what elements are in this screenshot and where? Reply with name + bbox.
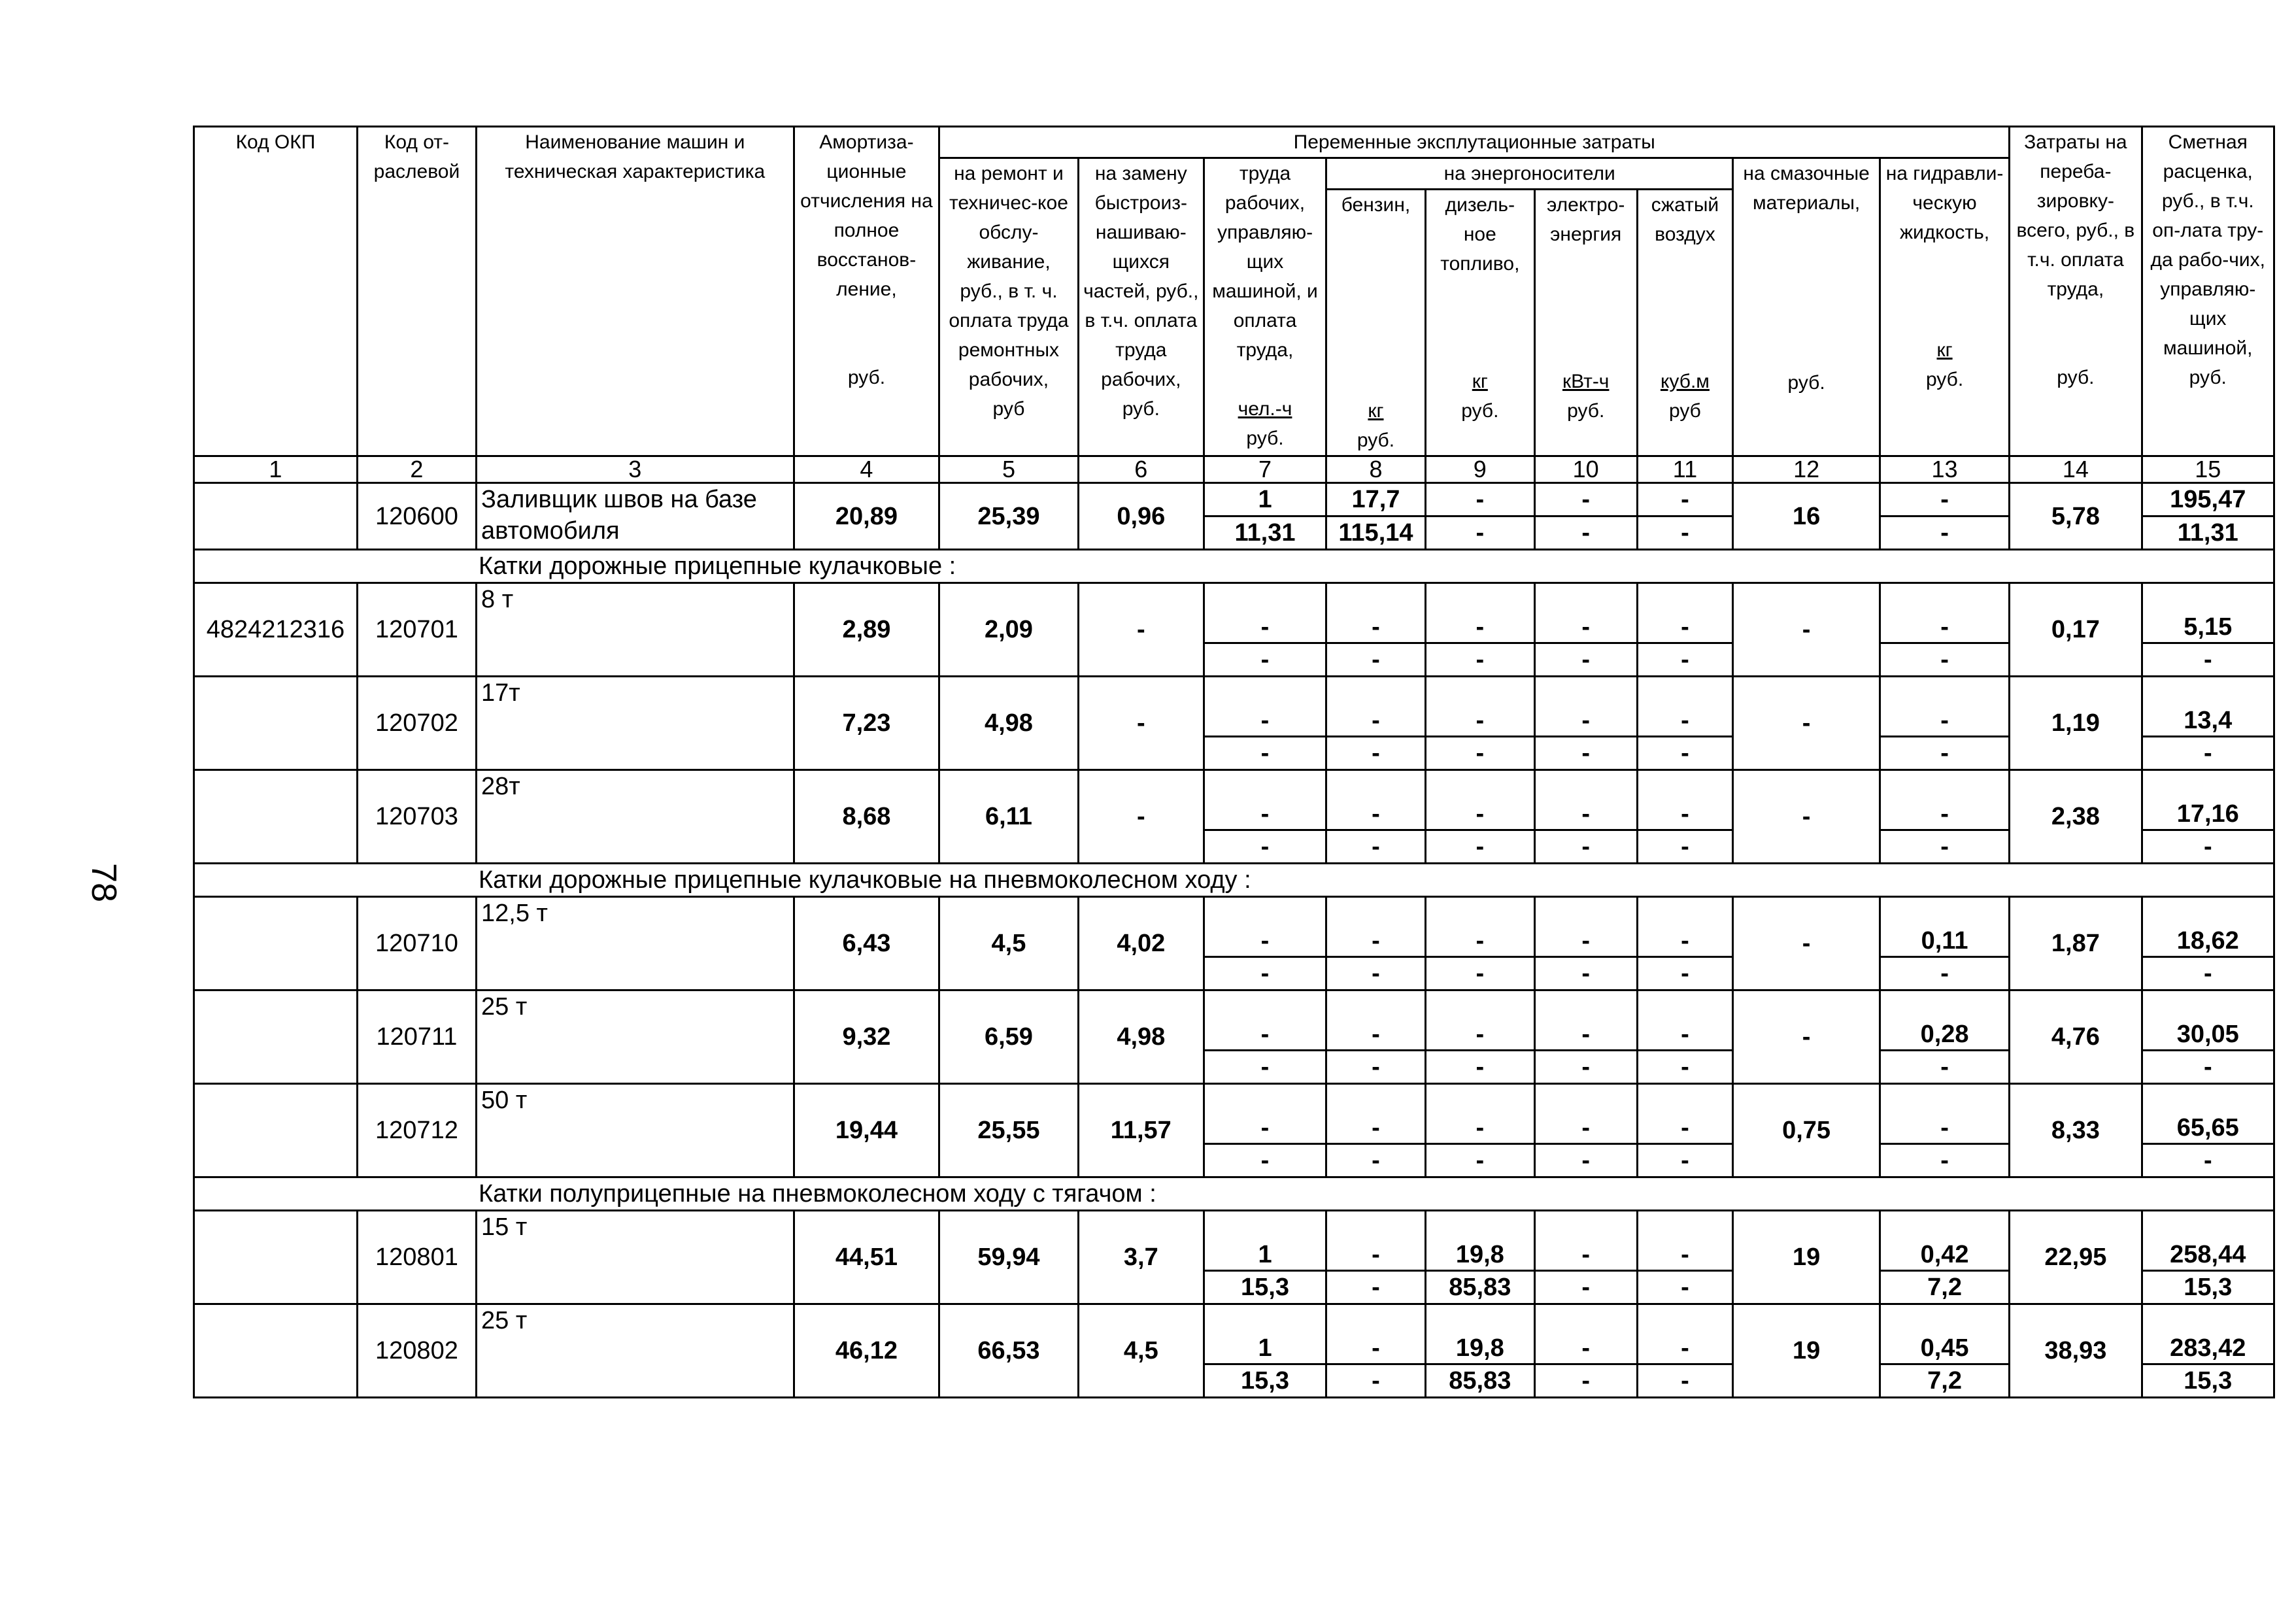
c13-top: - [1880, 483, 2009, 516]
header-energy: на энергоносители [1326, 158, 1733, 190]
c8-top: - [1326, 770, 1426, 830]
c13-bottom: - [1880, 643, 2009, 677]
c9-bottom: - [1425, 1144, 1534, 1177]
table-row-top [194, 677, 2274, 737]
c10-top: - [1534, 1304, 1637, 1364]
c11-top: - [1637, 990, 1733, 1051]
header-depreciation [794, 127, 939, 456]
c9-bottom: 85,83 [1425, 1364, 1534, 1398]
name-line-1: Заливщик швов на базе [481, 486, 757, 513]
c12-cell: 19 [1733, 1211, 1880, 1304]
header-lubricants-text: на смазочные материалы, [1743, 163, 1870, 214]
okp-cell [194, 483, 358, 550]
column-number-14: 14 [2010, 456, 2142, 483]
c6-cell: 0,96 [1078, 483, 1204, 550]
c13-top: 0,28 [1880, 990, 2009, 1051]
table-row-top [194, 897, 2274, 957]
branch-code-cell: 120702 [357, 677, 476, 770]
okp-cell [194, 677, 358, 770]
c11-bottom: - [1637, 1051, 1733, 1084]
column-number-6: 6 [1078, 456, 1204, 483]
c12-cell: - [1733, 770, 1880, 864]
c8-bottom: - [1326, 1144, 1426, 1177]
c5-cell: 2,09 [939, 583, 1078, 677]
machine-name-cell: 15 т [477, 1211, 794, 1304]
header-branch-code: Код от-раслевой [357, 127, 476, 456]
table-row-top [194, 583, 2274, 643]
machine-name-cell: 12,5 т [477, 897, 794, 990]
c15-bottom: - [2142, 1051, 2274, 1084]
c5-cell: 4,98 [939, 677, 1078, 770]
c4-cell: 20,89 [794, 483, 939, 550]
table-row-top [194, 1211, 2274, 1271]
table-row-top [194, 1304, 2274, 1364]
column-number-3: 3 [477, 456, 794, 483]
header-labor-unit-top: чел.-ч [1238, 398, 1292, 420]
c14-cell: 38,93 [2010, 1304, 2142, 1398]
table-row-top [194, 1084, 2274, 1144]
c11-bottom: - [1637, 643, 1733, 677]
header-okp-code: Код ОКП [194, 127, 358, 456]
c10-top: - [1534, 677, 1637, 737]
c9-top: - [1425, 677, 1534, 737]
column-number-13: 13 [1880, 456, 2009, 483]
c10-bottom: - [1534, 1364, 1637, 1398]
header-depreciation-text: Амортиза-ционные отчисления на полное восстанов-ление, [800, 131, 933, 300]
okp-cell [194, 1304, 358, 1398]
branch-code-cell: 120710 [357, 897, 476, 990]
c11-top: - [1637, 1211, 1733, 1271]
c14-cell: 2,38 [2010, 770, 2142, 864]
okp-cell: 4824212316 [194, 583, 358, 677]
c10-top: - [1534, 583, 1637, 643]
c9-top: 19,8 [1425, 1211, 1534, 1271]
section-row [194, 1177, 2274, 1211]
c11-bottom: - [1637, 737, 1733, 770]
c11-bottom: - [1637, 516, 1733, 550]
c10-bottom: - [1534, 737, 1637, 770]
c12-cell: 19 [1733, 1304, 1880, 1398]
c6-cell: - [1078, 770, 1204, 864]
header-hydraulic [1880, 158, 2009, 456]
header-lubricants [1733, 158, 1880, 456]
c13-bottom: - [1880, 1051, 2009, 1084]
c7-top: 1 [1204, 483, 1326, 516]
header-lubricants-unit: руб. [1787, 372, 1825, 394]
c15-bottom: - [2142, 1144, 2274, 1177]
c12-cell: - [1733, 990, 1880, 1084]
c15-bottom: 11,31 [2142, 516, 2274, 550]
c8-top: - [1326, 990, 1426, 1051]
c4-cell: 6,43 [794, 897, 939, 990]
c10-top: - [1534, 1211, 1637, 1271]
c15-top: 18,62 [2142, 897, 2274, 957]
c7-top: 1 [1204, 1211, 1326, 1271]
c13-bottom: - [1880, 957, 2009, 990]
column-number-2: 2 [357, 456, 476, 483]
c8-top: 17,7 [1326, 483, 1426, 516]
machine-name-cell: 50 т [477, 1084, 794, 1177]
column-number-15: 15 [2142, 456, 2274, 483]
c9-top: - [1425, 990, 1534, 1051]
c9-bottom: - [1425, 957, 1534, 990]
c8-top: - [1326, 677, 1426, 737]
c13-top: - [1880, 1084, 2009, 1144]
c7-top: - [1204, 897, 1326, 957]
c15-bottom: - [2142, 643, 2274, 677]
c11-top: - [1637, 677, 1733, 737]
c11-bottom: - [1637, 1271, 1733, 1304]
c15-top: 195,47 [2142, 483, 2274, 516]
c15-bottom: 15,3 [2142, 1364, 2274, 1398]
c14-cell: 1,19 [2010, 677, 2142, 770]
c9-bottom: - [1425, 830, 1534, 864]
c5-cell: 59,94 [939, 1211, 1078, 1304]
c4-cell: 7,23 [794, 677, 939, 770]
header-petrol [1326, 190, 1426, 456]
machine-cost-table [193, 126, 2275, 1398]
column-number-5: 5 [939, 456, 1078, 483]
c9-top: - [1425, 897, 1534, 957]
c15-bottom: - [2142, 737, 2274, 770]
header-electricity [1534, 190, 1637, 456]
header-labor-unit: руб. [1246, 428, 1284, 449]
header-hydraulic-text: на гидравли-ческую жидкость, [1885, 163, 2004, 243]
c7-bottom: - [1204, 957, 1326, 990]
header-parts [1078, 158, 1204, 456]
column-number-12: 12 [1733, 456, 1880, 483]
c15-top: 283,42 [2142, 1304, 2274, 1364]
okp-cell [194, 1084, 358, 1177]
c9-top: - [1425, 483, 1534, 516]
c15-top: 5,15 [2142, 583, 2274, 643]
c11-top: - [1637, 583, 1733, 643]
header-petrol-unit: руб. [1357, 430, 1395, 451]
header-electricity-unit: руб. [1567, 400, 1605, 422]
c8-bottom: - [1326, 957, 1426, 990]
branch-code-cell: 120701 [357, 583, 476, 677]
c9-bottom: - [1425, 643, 1534, 677]
c7-top: - [1204, 770, 1326, 830]
c8-top: - [1326, 1084, 1426, 1144]
c4-cell: 8,68 [794, 770, 939, 864]
table-row-top [194, 770, 2274, 830]
column-number-8: 8 [1326, 456, 1426, 483]
c12-cell: 0,75 [1733, 1084, 1880, 1177]
okp-cell [194, 897, 358, 990]
branch-code-cell: 120802 [357, 1304, 476, 1398]
table-row-top [194, 990, 2274, 1051]
c15-top: 65,65 [2142, 1084, 2274, 1144]
c5-cell: 6,11 [939, 770, 1078, 864]
c6-cell: 4,98 [1078, 990, 1204, 1084]
okp-cell [194, 770, 358, 864]
column-number-10: 10 [1534, 456, 1637, 483]
c12-cell: 16 [1733, 483, 1880, 550]
c15-top: 17,16 [2142, 770, 2274, 830]
c13-top: 0,45 [1880, 1304, 2009, 1364]
c7-bottom: 15,3 [1204, 1271, 1326, 1304]
c8-bottom: - [1326, 643, 1426, 677]
c11-bottom: - [1637, 957, 1733, 990]
c14-cell: 1,87 [2010, 897, 2142, 990]
c6-cell: 11,57 [1078, 1084, 1204, 1177]
c8-top: - [1326, 897, 1426, 957]
branch-code-cell: 120600 [357, 483, 476, 550]
column-number-11: 11 [1637, 456, 1733, 483]
header-compressed-air [1637, 190, 1733, 456]
c6-cell: 4,02 [1078, 897, 1204, 990]
c15-top: 13,4 [2142, 677, 2274, 737]
c7-bottom: - [1204, 830, 1326, 864]
c7-bottom: - [1204, 1051, 1326, 1084]
c15-top: 30,05 [2142, 990, 2274, 1051]
c13-bottom: - [1880, 1144, 2009, 1177]
column-number-9: 9 [1425, 456, 1534, 483]
column-number-1: 1 [194, 456, 358, 483]
c10-top: - [1534, 990, 1637, 1051]
c12-cell: - [1733, 897, 1880, 990]
c9-bottom: - [1425, 1051, 1534, 1084]
c7-bottom: - [1204, 1144, 1326, 1177]
c13-bottom: - [1880, 830, 2009, 864]
header-machine-name: Наименование машин и техническая характеристика [477, 127, 794, 456]
c8-bottom: - [1326, 1051, 1426, 1084]
header-relocation-text: Затраты на переба-зировку-всего, руб., в т.ч. оплата труда, [2016, 131, 2135, 300]
column-number-row [194, 456, 2274, 483]
section-title: Катки дорожные прицепные кулачковые на пневмоколесном ходу : [194, 864, 2274, 897]
okp-cell [194, 990, 358, 1084]
c10-bottom: - [1534, 643, 1637, 677]
c6-cell: - [1078, 677, 1204, 770]
c10-bottom: - [1534, 1144, 1637, 1177]
c6-cell: - [1078, 583, 1204, 677]
c6-cell: 4,5 [1078, 1304, 1204, 1398]
branch-code-cell: 120703 [357, 770, 476, 864]
header-petrol-text: бензин, [1341, 194, 1411, 216]
c15-bottom: - [2142, 957, 2274, 990]
c14-cell: 8,33 [2010, 1084, 2142, 1177]
c13-top: 0,11 [1880, 897, 2009, 957]
header-diesel-unit-top: кг [1472, 371, 1488, 392]
c10-top: - [1534, 897, 1637, 957]
header-parts-unit: руб. [1122, 398, 1160, 420]
c7-top: - [1204, 677, 1326, 737]
branch-code-cell: 120711 [357, 990, 476, 1084]
c13-bottom: 7,2 [1880, 1364, 2009, 1398]
c8-top: - [1326, 1304, 1426, 1364]
header-repair-unit: руб [992, 398, 1025, 420]
header-petrol-unit-top: кг [1368, 400, 1384, 422]
header-repair [939, 158, 1078, 456]
c10-bottom: - [1534, 830, 1637, 864]
machine-name-cell: 25 т [477, 990, 794, 1084]
c9-top: 19,8 [1425, 1304, 1534, 1364]
c9-bottom: 85,83 [1425, 1271, 1534, 1304]
header-relocation-unit: руб. [2057, 367, 2095, 388]
header-labor [1204, 158, 1326, 456]
c4-cell: 19,44 [794, 1084, 939, 1177]
machine-name-cell: 17т [477, 677, 794, 770]
c10-top: - [1534, 770, 1637, 830]
header-depreciation-unit: руб. [847, 367, 886, 388]
c13-top: - [1880, 770, 2009, 830]
c8-bottom: - [1326, 737, 1426, 770]
section-row [194, 550, 2274, 583]
section-title: Катки дорожные прицепные кулачковые : [194, 550, 2274, 583]
header-estimate-text: Сметная расценка, руб., в т.ч. оп-лата тру-да рабо-чих, управляю-щих машиной, [2150, 131, 2266, 359]
c10-bottom: - [1534, 516, 1637, 550]
header-estimate-unit: руб. [2189, 367, 2227, 388]
c11-top: - [1637, 897, 1733, 957]
c12-cell: - [1733, 677, 1880, 770]
c7-top: - [1204, 583, 1326, 643]
column-number-4: 4 [794, 456, 939, 483]
okp-cell [194, 1211, 358, 1304]
c14-cell: 0,17 [2010, 583, 2142, 677]
c15-bottom: 15,3 [2142, 1271, 2274, 1304]
machine-name-cell: 28т [477, 770, 794, 864]
header-diesel [1425, 190, 1534, 456]
c14-cell: 5,78 [2010, 483, 2142, 550]
header-air-text: сжатый воздух [1651, 194, 1719, 245]
c14-cell: 4,76 [2010, 990, 2142, 1084]
header-variable-costs: Переменные эксплутационные затраты [939, 127, 2010, 158]
c9-bottom: - [1425, 737, 1534, 770]
c4-cell: 44,51 [794, 1211, 939, 1304]
machine-name-cell: 8 т [477, 583, 794, 677]
c8-bottom: - [1326, 830, 1426, 864]
c13-top: 0,42 [1880, 1211, 2009, 1271]
c9-top: - [1425, 1084, 1534, 1144]
c6-cell: 3,7 [1078, 1211, 1204, 1304]
header-labor-text: труда рабочих, управляю-щих машиной, и оплата труда, [1212, 163, 1318, 361]
page-number: 78 [84, 863, 124, 903]
c8-bottom: - [1326, 1364, 1426, 1398]
c7-top: - [1204, 990, 1326, 1051]
c13-top: - [1880, 583, 2009, 643]
c5-cell: 25,39 [939, 483, 1078, 550]
c10-bottom: - [1534, 1051, 1637, 1084]
c11-bottom: - [1637, 1364, 1733, 1398]
header-hydraulic-unit-top: кг [1936, 339, 1953, 361]
c9-top: - [1425, 770, 1534, 830]
c9-top: - [1425, 583, 1534, 643]
c15-top: 258,44 [2142, 1211, 2274, 1271]
header-air-unit: руб [1669, 400, 1701, 422]
c7-bottom: - [1204, 737, 1326, 770]
c8-top: - [1326, 1211, 1426, 1271]
machine-name-cell [477, 483, 794, 550]
section-title: Катки полуприцепные на пневмоколесном ходу с тягачом : [194, 1177, 2274, 1211]
c15-bottom: - [2142, 830, 2274, 864]
c10-top: - [1534, 1084, 1637, 1144]
section-row [194, 864, 2274, 897]
c7-bottom: - [1204, 643, 1326, 677]
column-number-7: 7 [1204, 456, 1326, 483]
header-air-unit-top: куб.м [1660, 371, 1710, 392]
header-hydraulic-unit: руб. [1925, 369, 1964, 390]
branch-code-cell: 120712 [357, 1084, 476, 1177]
c10-bottom: - [1534, 1271, 1637, 1304]
c7-bottom: 11,31 [1204, 516, 1326, 550]
header-diesel-text: дизель-ное топливо, [1440, 194, 1520, 275]
header-electricity-text: электро-энергия [1546, 194, 1625, 245]
c10-bottom: - [1534, 957, 1637, 990]
c11-top: - [1637, 1304, 1733, 1364]
c8-bottom: - [1326, 1271, 1426, 1304]
c8-bottom: 115,14 [1326, 516, 1426, 550]
machine-name-cell: 25 т [477, 1304, 794, 1398]
c11-top: - [1637, 1084, 1733, 1144]
header-repair-text: на ремонт и техничес-кое обслу-живание, руб., в т. ч. оплата труда ремонтных рабочих, [949, 163, 1069, 390]
header-electricity-unit-top: кВт-ч [1562, 371, 1610, 392]
c5-cell: 6,59 [939, 990, 1078, 1084]
branch-code-cell: 120801 [357, 1211, 476, 1304]
header-relocation [2010, 127, 2142, 456]
c7-top: - [1204, 1084, 1326, 1144]
c11-top: - [1637, 483, 1733, 516]
header-parts-text: на замену быстроиз-нашиваю-щихся частей, руб., в т.ч. оплата труда рабочих, [1083, 163, 1199, 390]
c7-bottom: 15,3 [1204, 1364, 1326, 1398]
c7-top: 1 [1204, 1304, 1326, 1364]
c8-top: - [1326, 583, 1426, 643]
header-estimate-price [2142, 127, 2274, 456]
name-line-2: автомобиля [481, 517, 620, 545]
c11-bottom: - [1637, 830, 1733, 864]
c14-cell: 22,95 [2010, 1211, 2142, 1304]
c9-bottom: - [1425, 516, 1534, 550]
header-row-1 [194, 127, 2274, 158]
c13-top: - [1880, 677, 2009, 737]
header-diesel-unit: руб. [1461, 400, 1499, 422]
c11-top: - [1637, 770, 1733, 830]
c5-cell: 25,55 [939, 1084, 1078, 1177]
c4-cell: 9,32 [794, 990, 939, 1084]
c10-top: - [1534, 483, 1637, 516]
c11-bottom: - [1637, 1144, 1733, 1177]
row-120600-top [194, 483, 2274, 516]
c5-cell: 66,53 [939, 1304, 1078, 1398]
c13-bottom: 7,2 [1880, 1271, 2009, 1304]
c5-cell: 4,5 [939, 897, 1078, 990]
c13-bottom: - [1880, 737, 2009, 770]
c4-cell: 2,89 [794, 583, 939, 677]
c4-cell: 46,12 [794, 1304, 939, 1398]
c12-cell: - [1733, 583, 1880, 677]
c13-bottom: - [1880, 516, 2009, 550]
